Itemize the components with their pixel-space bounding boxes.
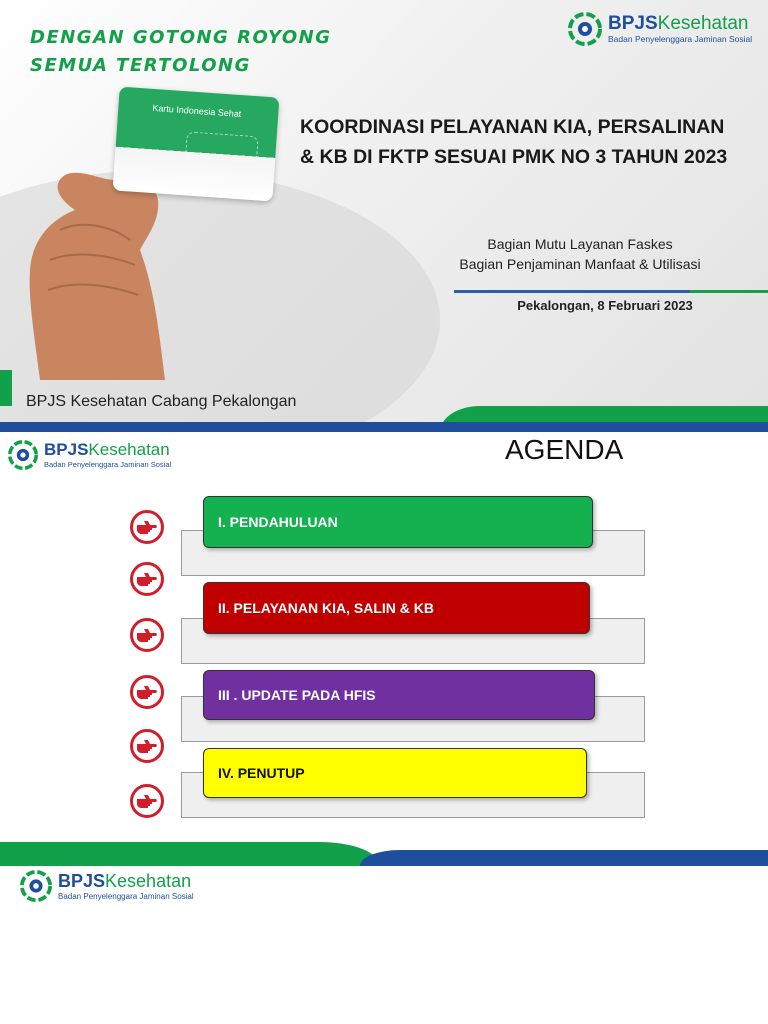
logo-kesehatan-text: Kesehatan bbox=[105, 870, 192, 891]
title-line-1: KOORDINASI PELAYANAN KIA, PERSALINAN bbox=[300, 116, 725, 138]
branch-accent-bar bbox=[0, 370, 12, 406]
logo-bpjs-text: BPJS bbox=[58, 870, 106, 891]
agenda-item-3 bbox=[203, 670, 595, 720]
agenda-item-label: III . UPDATE PADA HFIS bbox=[218, 687, 376, 703]
agenda-item-label: II. PELAYANAN KIA, SALIN & KB bbox=[218, 600, 434, 616]
branch-name: BPJS Kesehatan Cabang Pekalongan bbox=[26, 393, 297, 410]
logo-bpjs-text: BPJS bbox=[608, 13, 658, 35]
tagline bbox=[30, 24, 332, 80]
title-line-2: & KB DI FKTP SESUAI PMK NO 3 TAHUN 2023 bbox=[300, 146, 728, 168]
health-card-image bbox=[113, 87, 280, 202]
bpjs-logo bbox=[568, 12, 752, 46]
tagline-line-1: DENGAN GOTONG ROYONG bbox=[30, 27, 332, 48]
logo-bpjs-text: BPJS bbox=[44, 440, 89, 460]
map-icon bbox=[185, 131, 259, 162]
card-title: Kartu Indonesia Sehat bbox=[152, 102, 242, 120]
divider-blue bbox=[454, 290, 690, 293]
bpjs-logo bbox=[8, 440, 171, 470]
subtitle-unit-1: Bagian Mutu Layanan Faskes bbox=[487, 236, 673, 252]
pointing-hand-icon bbox=[130, 675, 164, 709]
bpjs-logo-mark-icon bbox=[568, 12, 602, 46]
logo-kesehatan-text: Kesehatan bbox=[88, 440, 170, 460]
pointing-hand-icon bbox=[130, 784, 164, 818]
pointing-hand-icon bbox=[130, 510, 164, 544]
logo-kesehatan-text: Kesehatan bbox=[657, 13, 749, 35]
agenda-item-1 bbox=[203, 496, 593, 548]
presentation-date: Pekalongan, 8 Februari 2023 bbox=[517, 298, 693, 313]
pointing-hand-icon bbox=[130, 729, 164, 763]
tagline-line-2: SEMUA TERTOLONG bbox=[30, 55, 251, 76]
footer-blue-band bbox=[360, 850, 768, 866]
footer-green-band bbox=[0, 842, 380, 866]
title-slide bbox=[0, 0, 768, 432]
agenda-item-label: IV. PENUTUP bbox=[218, 765, 305, 781]
agenda-item-4 bbox=[203, 748, 587, 798]
next-slide bbox=[0, 866, 768, 1024]
logo-subtitle: Badan Penyelenggara Jaminan Sosial bbox=[608, 34, 753, 45]
agenda-title: AGENDA bbox=[505, 434, 624, 465]
bpjs-logo bbox=[20, 870, 194, 902]
pointing-hand-icon bbox=[130, 562, 164, 596]
logo-subtitle: Badan Penyelenggara Jaminan Sosial bbox=[58, 891, 194, 901]
agenda-slide bbox=[0, 432, 768, 866]
pointing-hand-icon bbox=[130, 618, 164, 652]
logo-subtitle: Badan Penyelenggara Jaminan Sosial bbox=[44, 460, 172, 470]
divider-green bbox=[690, 290, 768, 293]
bpjs-logo-mark-icon bbox=[8, 440, 38, 470]
agenda-item-label: I. PENDAHULUAN bbox=[218, 514, 338, 530]
footer-blue-band bbox=[0, 422, 768, 432]
subtitle-unit-2: Bagian Penjaminan Manfaat & Utilisasi bbox=[459, 256, 701, 272]
presentation-title bbox=[300, 112, 768, 172]
agenda-item-2 bbox=[203, 582, 590, 634]
bpjs-logo-mark-icon bbox=[20, 870, 52, 902]
